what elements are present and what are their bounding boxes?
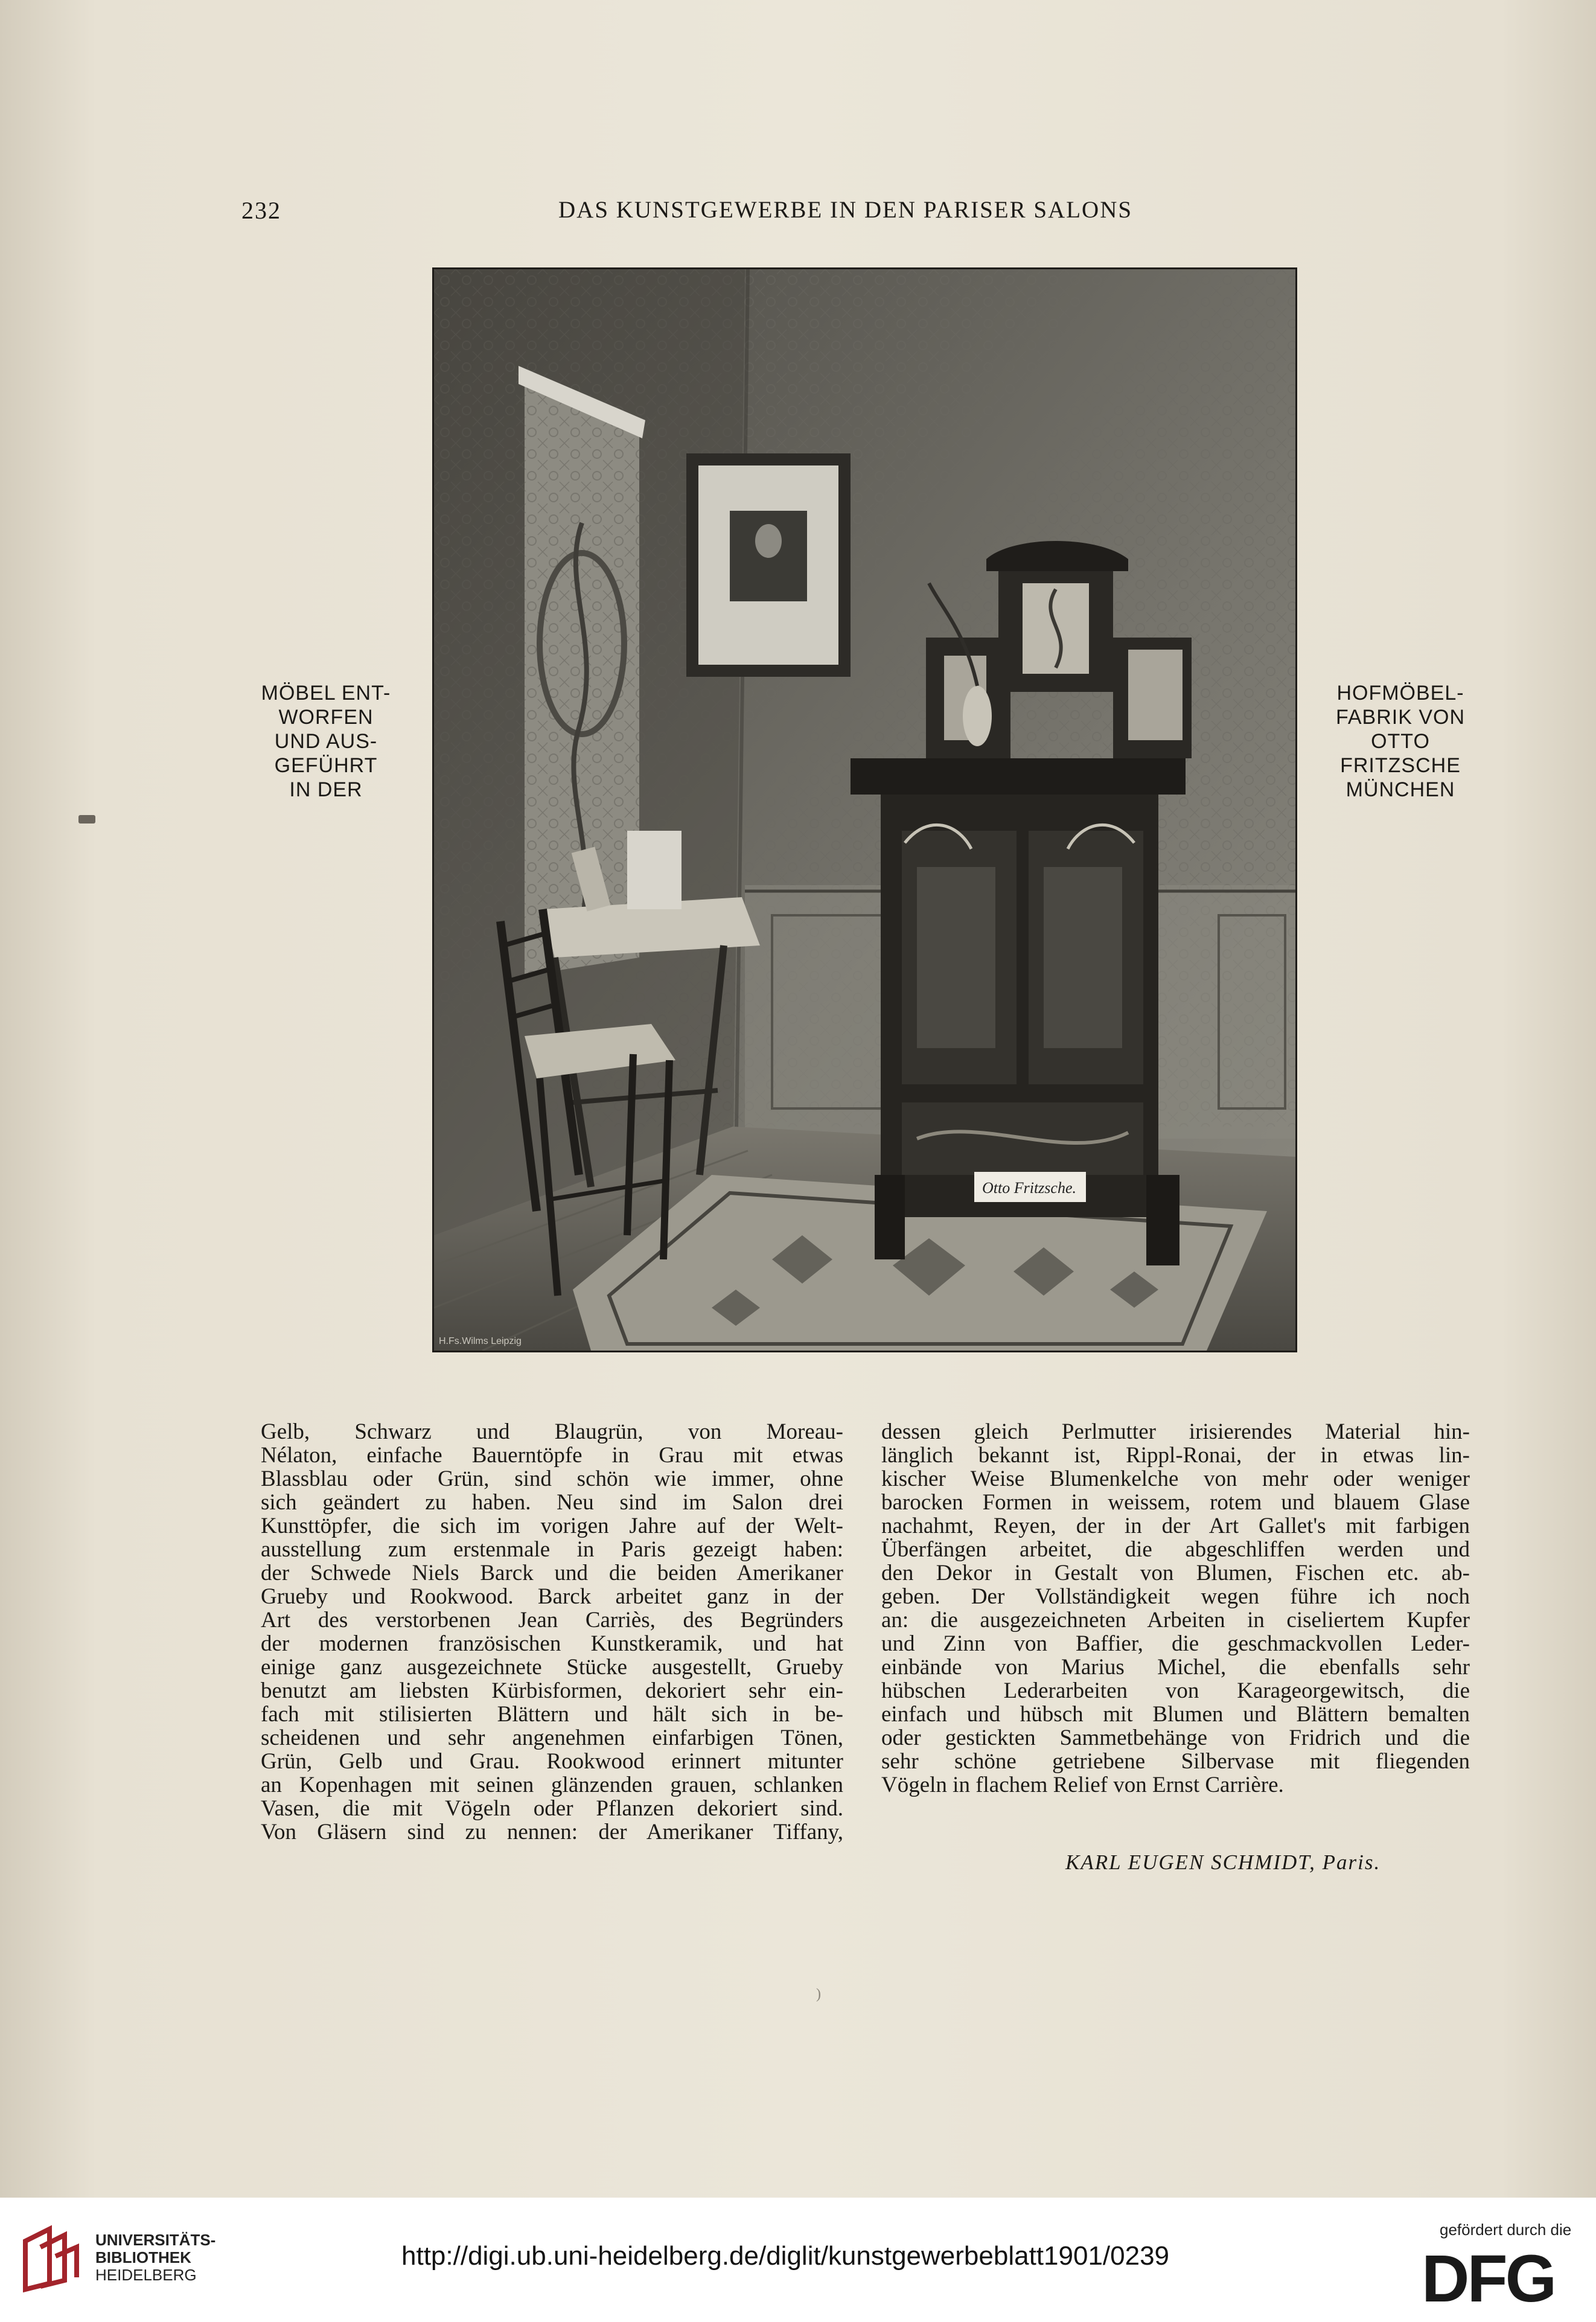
body-column-left — [261, 1420, 843, 1844]
body-column-right — [881, 1420, 1470, 1797]
furniture-photograph — [432, 267, 1297, 1352]
maker-label-card: Otto Fritzsche. — [982, 1179, 1076, 1197]
text-line: Vögeln in flachem Relief von Ernst Carrière. — [881, 1773, 1284, 1797]
text-line: an Kopenhagen mit seinen glänzenden grauen, schlanken — [261, 1773, 843, 1797]
caption-right-line: FABRIK VON — [1335, 706, 1466, 729]
engraver-mark: H.Fs.Wilms Leipzig — [439, 1336, 522, 1346]
text-line: und Zinn von Baffier, die geschmackvollen Leder- — [881, 1631, 1470, 1656]
photo-illustration — [434, 269, 1295, 1351]
text-line: Gelb, Schwarz und Blaugrün, von Moreau- — [261, 1419, 843, 1444]
caption-left-line: GEFÜHRT — [274, 754, 378, 777]
text-line: einfach und hübsch mit Blumen und Blättern bemalten — [881, 1702, 1470, 1727]
text-line: an: die ausgezeichneten Arbeiten in ciseliertem Kupfer — [881, 1608, 1470, 1633]
running-head-title: DAS KUNSTGEWERBE IN DEN PARISER SALONS — [558, 197, 1133, 223]
funded-by-text: gefördert durch die — [1440, 2221, 1572, 2239]
caption-right — [1322, 681, 1479, 802]
running-head — [241, 196, 1419, 232]
digitized-source-link[interactable]: http://digi.ub.uni-heidelberg.de/diglit/kunstgewerbeblatt1901/0239 — [401, 2241, 1170, 2271]
text-line: sehr schöne getriebene Silbervase mit fliegenden — [881, 1749, 1470, 1774]
text-line: Überfängen arbeitet, die abgeschliffen werden und — [881, 1537, 1470, 1562]
text-line: ausstellung zum erstenmale in Paris gezeigt haben: — [261, 1537, 843, 1562]
text-line: dessen gleich Perlmutter irisierendes Material hin- — [881, 1419, 1470, 1444]
text-line: einige ganz ausgezeichnete Stücke ausgestellt, Grueby — [261, 1655, 843, 1680]
text-line: Blassblau oder Grün, sind schön wie immer, ohne — [261, 1466, 843, 1491]
text-line: fach mit stilisierten Blättern und hält sich in be- — [261, 1702, 843, 1727]
stray-mark: ) — [816, 1986, 821, 2002]
margin-mark — [78, 815, 95, 824]
text-line: einbände von Marius Michel, die ebenfalls sehr — [881, 1655, 1470, 1680]
text-line: länglich bekannt ist, Rippl-Ronai, der in etwas lin- — [881, 1443, 1470, 1468]
text-line: oder gestickten Sammetbehänge von Fridrich und die — [881, 1726, 1470, 1750]
library-name-line: BIBLIOTHEK — [95, 2248, 191, 2266]
text-line: der Schwede Niels Barck und die beiden Amerikaner — [261, 1561, 843, 1585]
text-line: Nélaton, einfache Bauerntöpfe in Grau mit etwas — [261, 1443, 843, 1468]
caption-left — [247, 681, 404, 802]
text-line: sich geändert zu haben. Neu sind im Salon drei — [261, 1490, 843, 1515]
text-line: hübschen Lederarbeiten von Karageorgewitsch, die — [881, 1678, 1470, 1703]
caption-left-line: MÖBEL ENT- — [261, 682, 391, 705]
text-line: benutzt am liebsten Kürbisformen, dekoriert sehr ein- — [261, 1678, 843, 1703]
text-line: Kunsttöpfer, die sich im vorigen Jahre auf der Welt- — [261, 1514, 843, 1538]
dfg-logo: DFG — [1422, 2242, 1555, 2316]
university-library-name — [95, 2231, 215, 2284]
caption-right-line: FRITZSCHE — [1340, 754, 1461, 777]
library-name-line: UNIVERSITÄTS- — [95, 2231, 216, 2249]
text-line: Vasen, die mit Vögeln oder Pflanzen dekoriert sind. — [261, 1796, 843, 1821]
author-signature: KARL EUGEN SCHMIDT, Paris. — [1065, 1850, 1381, 1874]
text-line: Art des verstorbenen Jean Carriès, des Begründers — [261, 1608, 843, 1633]
caption-right-line: OTTO — [1371, 730, 1430, 753]
caption-left-line: IN DER — [289, 778, 363, 801]
caption-left-line: UND AUS- — [274, 730, 378, 753]
text-line: scheidenen und sehr angenehmen einfarbigen Tönen, — [261, 1726, 843, 1750]
university-library-logo-icon — [13, 2223, 86, 2295]
text-line: Grün, Gelb und Grau. Rookwood erinnert mitunter — [261, 1749, 843, 1774]
text-line: den Dekor in Gestalt von Blumen, Fischen etc. ab- — [881, 1561, 1470, 1585]
text-line: der modernen französischen Kunstkeramik, und hat — [261, 1631, 843, 1656]
library-name-line: HEIDELBERG — [95, 2266, 197, 2284]
text-line: geben. Der Vollständigkeit wegen führe ich noch — [881, 1584, 1470, 1609]
caption-right-line: HOFMÖBEL- — [1336, 682, 1464, 705]
caption-left-line: WORFEN — [278, 706, 374, 729]
page-number: 232 — [241, 197, 281, 224]
text-line: kischer Weise Blumenkelche von mehr oder weniger — [881, 1466, 1470, 1491]
text-line: Von Gläsern sind zu nennen: der Amerikaner Tiffany, — [261, 1820, 843, 1844]
text-line: Grueby und Rookwood. Barck arbeitet ganz in der — [261, 1584, 843, 1609]
text-line: nachahmt, Reyen, der in der Art Gallet's mit farbigen — [881, 1514, 1470, 1538]
digitization-footer — [0, 2198, 1596, 2322]
text-line: barocken Formen in weissem, rotem und blauem Glase — [881, 1490, 1470, 1515]
caption-right-line: MÜNCHEN — [1345, 778, 1455, 801]
